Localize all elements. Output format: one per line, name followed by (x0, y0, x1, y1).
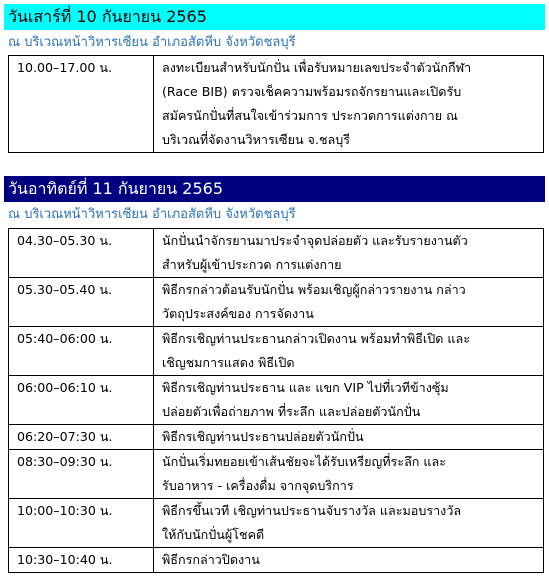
desc-cell (154, 425, 544, 450)
table-row (9, 56, 544, 153)
desc-text: พิธีกรเชิญท่านประธานกล่าวเปิดงาน พร้อมทำพิธีเปิด และ เชิญชมการแสดง พิธีเปิด (162, 331, 470, 370)
desc-text: พิธีกรกล่าวต้อนรับนักปั่น พร้อมเชิญผู้กล่าวรายงาน กล่าว วัตถุประสงค์ของ การจัดงาน (162, 282, 466, 321)
day1-schedule-table (8, 55, 544, 153)
time-cell (9, 425, 154, 450)
desc-cell (154, 229, 544, 278)
time-text: 05:40–06:00 น. (17, 331, 113, 346)
time-cell (9, 450, 154, 499)
desc-text: พิธีกรขึ้นเวที เชิญท่านประธานจับรางวัล และมอบรางวัล ให้กับนักปั่นผู้โชคดี (162, 503, 462, 542)
day1-header: วันเสาร์ที่ 10 กันยายน 2565 (4, 4, 545, 30)
day2-header: วันอาทิตย์ที่ 11 กันยายน 2565 (4, 176, 545, 202)
desc-text: พิธีกรกล่าวปิดงาน (162, 552, 260, 567)
day2-location: ณ บริเวณหน้าวิหารเซียน อำเภอสัตหีบ จังหวัดชลบุรี (8, 207, 296, 222)
table-row (9, 548, 544, 573)
time-cell (9, 376, 154, 425)
desc-cell (154, 548, 544, 573)
table-row (9, 450, 544, 499)
table-row (9, 425, 544, 450)
time-cell (9, 327, 154, 376)
desc-cell (154, 327, 544, 376)
desc-text: นักปั่นเริ่มทยอยเข้าเส้นชัยจะได้รับเหรียญที่ระลึก และ รับอาหาร - เครื่องดื่ม จากจุดบริการ (162, 454, 447, 493)
table-row (9, 376, 544, 425)
day1-location: ณ บริเวณหน้าวิหารเซียน อำเภอสัตหีบ จังหวัดชลบุรี (8, 35, 296, 50)
time-text: 10:00–10:30 น. (17, 503, 113, 518)
time-cell (9, 278, 154, 327)
desc-cell (154, 56, 544, 153)
time-text: 04.30–05.30 น. (17, 233, 113, 248)
time-text: 05.30–05.40 น. (17, 282, 113, 297)
table-row (9, 499, 544, 548)
desc-cell (154, 499, 544, 548)
time-text: 08:30–09:30 น. (17, 454, 113, 469)
desc-text: ลงทะเบียนสำหรับนักปั่น เพื่อรับหมายเลขประจำตัวนักกีฬา (Race BIB) ตรวจเช็คความพร้อมรถจักรยานและเปิดรับ สมัครนักปั่นที่สนใจเข้าร่วมการ ประกวดการแต่งกาย ณ บริเวณที่จัดงานวิหารเซียน จ.ชลบุรี (162, 60, 472, 147)
table-row (9, 278, 544, 327)
desc-text: พิธีกรเชิญท่านประธานปล่อยตัวนักปั่น (162, 429, 364, 444)
time-text: 06:00–06:10 น. (17, 380, 113, 395)
desc-cell (154, 278, 544, 327)
time-cell (9, 499, 154, 548)
time-text: 10:30–10:40 น. (17, 552, 113, 567)
time-text: 10.00–17.00 น. (17, 60, 113, 75)
table-row (9, 327, 544, 376)
time-cell (9, 229, 154, 278)
time-cell (9, 56, 154, 153)
desc-cell (154, 450, 544, 499)
time-cell (9, 548, 154, 573)
desc-text: พิธีกรเชิญท่านประธาน และ แขก VIP ไปที่เวทีข้างซุ้ม ปล่อยตัวเพื่อถ่ายภาพ ที่ระลึก และปล่อยตัวนักปั่น (162, 380, 449, 419)
time-text: 06:20–07:30 น. (17, 429, 113, 444)
day2-schedule-table (8, 228, 544, 573)
table-row (9, 229, 544, 278)
desc-cell (154, 376, 544, 425)
desc-text: นักปั่นนำจักรยานมาประจำจุดปล่อยตัว และรับรายงานตัว สำหรับผู้เข้าประกวด การแต่งกาย (162, 233, 468, 272)
